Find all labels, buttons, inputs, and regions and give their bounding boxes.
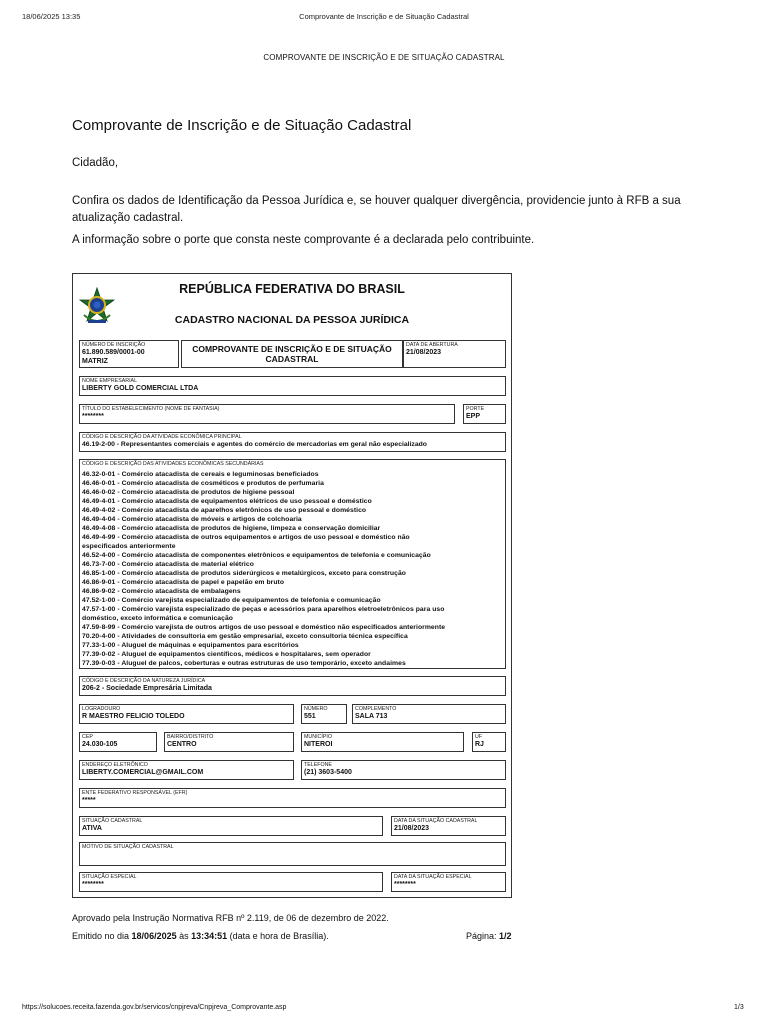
logradouro-box [79,704,294,724]
motivo-situacao-box [79,842,506,866]
inscricao-label: NÚMERO DE INSCRIÇÃO [82,342,146,348]
list-item: 47.52-1-00 - Comércio varejista especializado de equipamentos de telefonia e comunicação [82,597,381,604]
abertura-box [403,340,506,368]
greeting: Cidadão, [72,157,119,169]
logradouro-value: R MAESTRO FELICIO TOLEDO [82,713,185,720]
nome-fantasia-value: ******** [82,413,104,420]
list-item: 46.32-0-01 - Comércio atacadista de cereais e leguminosas beneficiados [82,471,319,478]
pagina-indicator [466,931,512,941]
nome-empresarial-box [79,376,506,396]
list-item: 46.49-4-02 - Comércio atacadista de aparelhos eletrônicos de uso pessoal e doméstico [82,507,367,514]
emitido-date: 18/06/2025 [131,931,177,941]
natureza-juridica-label: CÓDIGO E DESCRIÇÃO DA NATUREZA JURÍDICA [82,678,206,684]
emitido-time: 13:34:51 [191,931,228,941]
uf-label: UF [475,734,483,740]
telefone-box [301,760,506,780]
complemento-label: COMPLEMENTO [355,706,397,712]
print-datetime: 18/06/2025 13:35 [22,12,81,21]
numero-box [301,704,347,724]
list-item: 46.85-1-00 - Comércio atacadista de produtos siderúrgicos e metalúrgicos, exceto para construção [82,570,406,577]
list-item: 47.59-8-99 - Comércio varejista de outros artigos de uso pessoal e doméstico não especificados anteriormente [82,624,446,631]
complemento-box [352,704,506,724]
top-title: COMPROVANTE DE INSCRIÇÃO E DE SITUAÇÃO CADASTRAL [263,53,505,62]
efr-box [79,788,506,808]
porte-value: EPP [466,413,481,420]
pagina-value: 1/2 [499,931,512,941]
nome-fantasia-box [79,404,455,424]
situacao-cadastral-label: SITUAÇÃO CADASTRAL [82,818,143,824]
efr-label: ENTE FEDERATIVO RESPONSÁVEL (EFR) [82,790,188,796]
email-label: ENDEREÇO ELETRÔNICO [82,762,148,768]
list-item: 46.49-4-04 - Comércio atacadista de móveis e artigos de colchoaria [82,516,302,523]
municipio-box [301,732,464,752]
uf-box [472,732,506,752]
data-situacao-box [391,816,506,836]
list-item: doméstico, exceto informática e comunicação [82,615,233,622]
list-item: 46.86-9-01 - Comércio atacadista de papel e papelão em bruto [82,579,285,586]
uf-value: RJ [475,741,484,748]
list-item: 46.46-0-02 - Comércio atacadista de produtos de higiene pessoal [82,489,295,496]
list-item: 46.86-9-02 - Comércio atacadista de embalagens [82,588,241,595]
municipio-label: MUNICÍPIO [304,734,332,740]
list-item: 46.52-4-00 - Comércio atacadista de componentes eletrônicos e equipamentos de telefonia e comunicação [82,552,431,559]
page-heading: Comprovante de Inscrição e de Situação Cadastral [72,117,412,134]
bairro-box [164,732,294,752]
cnpj-card [72,273,512,898]
numero-value: 551 [304,713,316,720]
atividade-principal-value: 46.19-2-00 - Representantes comerciais e agentes do comércio de mercadorias em geral não especializado [82,441,427,448]
abertura-label: DATA DE ABERTURA [406,342,458,348]
porte-box [463,404,506,424]
data-situacao-value: 21/08/2023 [394,825,430,832]
nome-empresarial-label: NOME EMPRESARIAL [82,378,138,384]
data-especial-box [391,872,506,892]
logradouro-label: LOGRADOURO [82,706,121,712]
emitido-note [72,931,329,941]
data-especial-label: DATA DA SITUAÇÃO ESPECIAL [394,874,472,880]
list-item: 47.57-1-00 - Comércio varejista especializado de peças e acessórios para aparelhos eletroeletrônicos para uso [82,606,445,613]
cep-label: CEP [82,734,93,740]
print-url: https://solucoes.receita.fazenda.gov.br/servicos/cnpjreva/Cnpjreva_Comprovante.asp [22,1004,287,1011]
numero-label: NÚMERO [304,706,328,712]
cadastro-title: CADASTRO NACIONAL DA PESSOA JURÍDICA [174,314,410,326]
natureza-juridica-value: 206-2 - Sociedade Empresária Limitada [82,685,212,692]
situacao-especial-value: ******** [82,881,104,888]
print-page-number: 1/3 [734,1004,744,1011]
atividade-principal-label: CÓDIGO E DESCRIÇÃO DA ATIVIDADE ECONÔMICA PRINCIPAL [82,434,242,440]
telefone-label: TELEFONE [304,762,332,768]
comprovante-box [181,340,403,368]
list-item: 46.49-4-08 - Comércio atacadista de produtos de higiene, limpeza e conservação domiciliar [82,525,381,532]
bairro-label: BAIRRO/DISTRITO [167,734,214,740]
data-especial-value: ******** [394,881,416,888]
list-item: 46.49-4-99 - Comércio atacadista de outros equipamentos e artigos de uso pessoal e doméstico não [82,534,410,541]
list-item: 46.49-4-01 - Comércio atacadista de equipamentos elétricos de uso pessoal e doméstico [82,498,372,505]
list-item: 77.33-1-00 - Aluguel de máquinas e equipamentos para escritórios [82,642,299,649]
complemento-value: SALA 713 [355,713,388,720]
print-title: Comprovante de Inscrição e de Situação Cadastral [299,12,469,21]
data-situacao-label: DATA DA SITUAÇÃO CADASTRAL [394,818,478,824]
email-box [79,760,294,780]
bairro-value: CENTRO [167,741,197,748]
atividades-secundarias-box [79,459,506,669]
cep-value: 24.030-105 [82,741,118,748]
nome-fantasia-label: TÍTULO DO ESTABELECIMENTO (NOME DE FANTASIA) [82,406,220,412]
nome-empresarial-value: LIBERTY GOLD COMERCIAL LTDA [82,385,199,392]
comprovante-line2: CADASTRAL [265,354,319,364]
atividade-principal-box [79,432,506,452]
email-value: LIBERTY.COMERCIAL@GMAIL.COM [82,769,204,776]
pagina-label: Página: [466,931,500,941]
matriz-value: MATRIZ [82,358,108,365]
list-item: 46.73-7-00 - Comércio atacadista de material elétrico [82,561,254,568]
situacao-cadastral-value: ATIVA [82,825,102,832]
situacao-cadastral-box [79,816,383,836]
natureza-juridica-box [79,676,506,696]
list-item: 77.39-0-03 - Aluguel de palcos, coberturas e outras estruturas de uso temporário, exceto andaimes [82,660,406,667]
list-item: 46.46-0-01 - Comércio atacadista de cosméticos e produtos de perfumaria [82,480,324,487]
situacao-especial-label: SITUAÇÃO ESPECIAL [82,874,137,880]
emitido-prefix: Emitido no dia [72,931,132,941]
intro-porte-note: A informação sobre o porte que consta neste comprovante é a declarada pelo contribuinte. [72,234,535,246]
list-item: especificados anteriormente [82,543,176,550]
intro-paragraph-line1: Confira os dados de Identificação da Pessoa Jurídica e, se houver qualquer divergência, providencie junto à RFB a sua [72,195,681,207]
porte-label: PORTE [466,406,485,412]
list-item: 70.20-4-00 - Atividades de consultoria em gestão empresarial, exceto consultoria técnica específica [82,633,408,640]
emitido-suffix: (data e hora de Brasília). [227,931,329,941]
aprovado-note: Aprovado pela Instrução Normativa RFB nº 2.119, de 06 de dezembro de 2022. [72,913,389,923]
telefone-value: (21) 3603-5400 [304,769,352,776]
emitido-mid: às [176,931,192,941]
list-item: 77.39-0-02 - Aluguel de equipamentos científicos, médicos e hospitalares, sem operador [82,651,371,658]
inscricao-box [79,340,179,368]
inscricao-value: 61.890.589/0001-00 [82,349,145,356]
efr-value: ***** [82,797,96,804]
intro-paragraph-line2: atualização cadastral. [72,212,184,224]
municipio-value: NITEROI [304,741,333,748]
motivo-situacao-label: MOTIVO DE SITUAÇÃO CADASTRAL [82,844,174,850]
abertura-value: 21/08/2023 [406,349,442,356]
cep-box [79,732,157,752]
situacao-especial-box [79,872,383,892]
republic-title: REPÚBLICA FEDERATIVA DO BRASIL [179,282,405,296]
atividades-secundarias-list [82,470,503,668]
atividades-secundarias-label: CÓDIGO E DESCRIÇÃO DAS ATIVIDADES ECONÔMICAS SECUNDÁRIAS [82,461,264,467]
comprovante-line1: COMPROVANTE DE INSCRIÇÃO E DE SITUAÇÃO [192,344,392,354]
